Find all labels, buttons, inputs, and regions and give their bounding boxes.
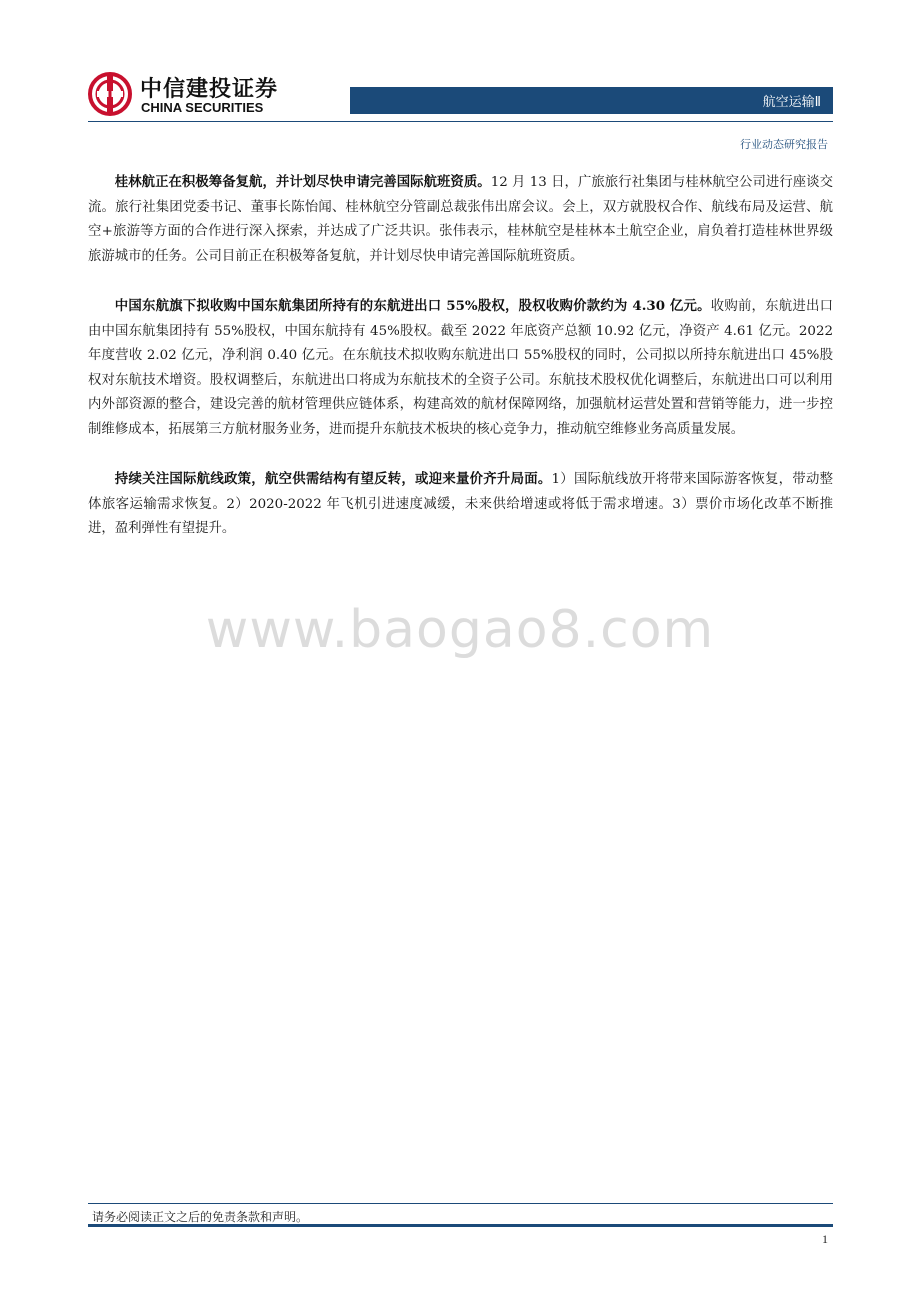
report-type-label: 行业动态研究报告 [740, 138, 828, 151]
paragraph-guilin-airlines [88, 170, 833, 269]
logo-english-name: CHINA SECURITIES [141, 100, 264, 115]
paragraph-text: 1）国际航线放开将带来国际游客恢复，带动整体旅客运输需求恢复。2）2020-2022 年飞机引进速度减缓，未来供给增速或将低于需求增速。3）票价市场化改革不断推进，盈利弹性有望提升。 [88, 472, 833, 536]
citic-logo-icon [88, 72, 132, 116]
footer-bar [88, 1224, 833, 1227]
header-divider [88, 121, 833, 122]
paragraph-text: 收购前，东航进出口由中国东航集团持有 55%股权，中国东航持有 45%股权。截至 2022 年底资产总额 10.92 亿元，净资产 4.61 亿元。2022 年度营收 2.02 亿元，净利润 0.40 亿元。在东航技术拟收购东航进出口 55%股权的同时，公司拟以所持东航进出口 45%股权对东航技术增资。股权调整后，东航进出口将成为东航技术的全资子公司。东航技术股权优化调整后，东航进出口可以利用内外部资源的整合，建设完善的航材管理供应链体系，构建高效的航材保障网络，加强航材运营处置和营销等能力，进一步控制维修成本，拓展第三方航材服务业务，进而提升东航技术板块的核心竞争力，推动航空维修业务高质量发展。 [88, 299, 833, 437]
paragraph-lead: 中国东航旗下拟收购中国东航集团所持有的东航进出口 55%股权，股权收购价款约为 4.30 亿元。 [114, 298, 711, 314]
report-body [88, 170, 833, 567]
watermark: www.baogao8.com [205, 600, 715, 660]
paragraph-text: 12 月 13 日，广旅旅行社集团与桂林航空公司进行座谈交流。旅行社集团党委书记、董事长陈怡闻、桂林航空分管副总裁张伟出席会议。会上，双方就股权合作、航线布局及运营、航空+旅游等方面的合作进行深入探索，并达成了广泛共识。张伟表示，桂林航空是桂林本土航空企业，肩负着打造桂林世界级旅游城市的任务。公司目前正在积极筹备复航，并计划尽快申请完善国际航班资质。 [88, 175, 833, 264]
paragraph-lead: 桂林航正在积极筹备复航，并计划尽快申请完善国际航班资质。 [114, 174, 491, 190]
page-header [0, 0, 920, 151]
logo-chinese-name: 中信建投证券 [140, 77, 279, 102]
sector-banner [350, 87, 833, 114]
footer-disclaimer: 请务必阅读正文之后的免责条款和声明。 [92, 1210, 309, 1224]
paragraph-lead: 持续关注国际航线政策，航空供需结构有望反转，或迎来量价齐升局面。 [114, 471, 552, 487]
footer-divider [88, 1203, 833, 1204]
paragraph-china-eastern-acquisition [88, 294, 833, 442]
sector-label: 航空运输Ⅱ [762, 95, 821, 110]
paragraph-international-routes [88, 467, 833, 542]
page-number: 1 [822, 1232, 828, 1246]
